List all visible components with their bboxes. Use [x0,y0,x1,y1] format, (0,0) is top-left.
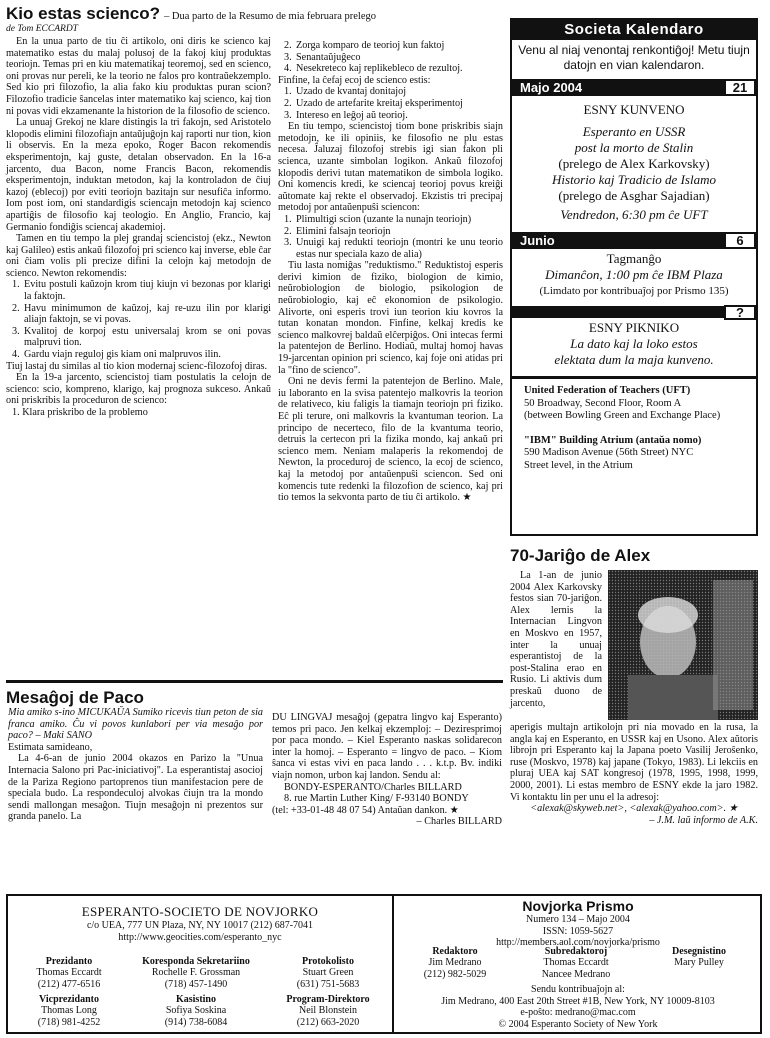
location-line: Street level, in the Atrium [524,459,633,471]
paragraph: En la 19-a jarcento, sciencistoj tiam postulatis la celojn de scienco: scio, kompreno, klarigo, kaj prognoza sukceso. Ankaŭ oni priskribis la proceduron de scienco: [6,372,271,407]
staff-extra: (212) 982-5029 [423,968,487,980]
staff-role: Desegnistino [672,946,726,957]
officer-name: Thomas Long [41,1005,97,1016]
event-title: ESNY KUNVENO [583,102,685,117]
alex-title: 70-Jariĝo de Alex [510,546,651,565]
event-pikniko [512,318,756,368]
event-speaker: (prelego de Alex Karkovsky) [558,156,710,171]
officer-role: Korespondа Sekretariino [142,956,250,967]
officer-role: Kasistino [175,994,216,1005]
officer-name: Thomas Eccardt [36,967,102,978]
location-name: "IBM" Building Atrium (antaŭa nomo) [524,434,702,446]
newton-list [6,279,271,360]
footer-box [6,894,762,1034]
prismo-title: Novjorka Prismo [522,898,634,914]
article-subtitle: – Dua parto de la Resumo de mia februara prelego [164,11,376,22]
paragraph: aperigis multajn artikolojn pri nia movado en la rusa, la angla kaj en Esperanto, en USSR kaj en Usono. Alex aŭtoris librojn pri Esperanto kaj la Japana poeto Vasilij Jeroŝenko, ruse (Moskvo, 1978) kaj japane (Tokyo, 1983). Li lekciis en pluraj UEA kaj SAT kongresoj (1978, 1995, 1998, 1999, 2000, 2001). Li estas membro de ESNY ekde la jaro 1982. Vi kontaktu lin per unu el la adresoj: [510,722,758,803]
list-item: 2. Havu minimumon de kaŭzoj, kaj re-uzu ilin por klarigi aliajn faktojn, se vi povas. [12,302,271,326]
prismo-info [396,898,760,949]
officer-role: Protokolisto [301,956,355,967]
list-item: 3. Senantaŭjuĝeco [284,51,361,63]
officer [270,956,386,990]
month-label: Majo 2004 [520,80,583,95]
month-label: Junio [520,233,555,248]
event-when: Dimanĉon, 1:00 pm ĉe IBM Plaza [545,267,723,282]
article2-column-2 [272,712,502,828]
month-bar-june [512,232,756,249]
alex-text-side [510,570,602,709]
article2-quote: Mia amiko s-ino MICUKAŬA Sumiko ricevis tiun peton de sia franca amiko. Ĉu vi povos kunlabori per via mesaĝo por paco? – Maki SANO [8,707,263,742]
officer-role: Program-Direktoro [286,994,370,1005]
day-badge: 21 [724,79,756,96]
address-line: (tel: +33-01-48 48 07 54) Antaŭan dankon. ★ [272,804,459,816]
location-name: United Federation of Teachers (UFT) [524,385,691,396]
list-item: 2. Zorga komparo de teorioj kun faktoj [284,40,445,51]
address-line: BONDY-ESPERANTO/Charles BILLARD [284,781,462,793]
event-line: Esperanto en USSR [582,124,686,139]
location-line: 50 Broadway, Second Floor, Room A [524,397,682,409]
article-byline: de Tom ECCARDT [6,24,78,34]
event-kunveno [512,96,756,223]
list-item: 2. Uzado de artefarite kreitaj eksperimentoj [284,97,463,109]
article-title: Kio estas scienco? [6,4,161,23]
article2-signature: – Charles BILLARD [416,816,502,828]
prismo-url[interactable]: http://members.aol.com/novjorka/prismo [496,937,660,948]
event-title: Tagmanĝo [606,251,662,266]
officer-phone: (212) 663-2020 [296,1016,360,1028]
article-header [6,4,506,24]
society-name: ESPERANTO-SOCIETO DE NOVJORKO [81,904,319,919]
prismo-issue: Numero 134 – Majo 2004 [526,914,630,925]
officer-role: Prezidanto [45,956,93,967]
month-bar-unknown [512,306,756,318]
prismo-send [396,984,760,1030]
paragraph: La unuaj Grekoj ne klare distingis la tri fakojn, sed Aristotelo klopodis elimini filozofiajn antaŭjuĝojn kaj raporti nur tion, kion li observis. En la meza epoko, Roger Bacon rekomendis eksperimentojn, kaj guste, detalan observadon. En la 16-a jarcento, dua Bacon, nome Francis Bacon, rekomendis eksperimentojn, induktan metodon, kaj la kontroladon de ĉiuj kazoj (eblecoj) por eviti teoriojn bazitajn sur nesufiĉa informo. Iom post iom, oni standardigis sciencajn metodojn kaj scienco apartiĝis de filosofio kaj teologio. En Anglio, Francio, kaj Germanio fondiĝis sciencaj akademioj. [6,117,271,233]
features-list [278,86,503,121]
officer-phone: (718) 457-1490 [164,978,228,990]
event-line: post la morto de Stalin [574,140,694,155]
officer [14,994,124,1028]
officer [270,994,386,1028]
article-column-1 [6,36,271,419]
staff-role: Subredaktoroj [544,946,608,957]
paragraph: DU LINGVAJ mesaĝoj (gepatra lingvo kaj Esperanto) temos pri paco. Jen kelkaj ekzemploj: – Deziresprimoj por paca mondo. – Kiel Esperanto naskas solidarecon inter la homoj. – Esperanto = lingvo de paco. – Kiom ŝanca vi estas vivi en paca lando . . . k.t.p. Bv. indiki viajn nomon, urbon kaj landon. Sendu al: [272,712,502,781]
calendar-box [510,18,758,536]
alex-text-rest [510,722,758,826]
event-speaker: (prelego de Asghar Sajadian) [558,188,710,203]
staff-role: Redaktoro [432,946,478,957]
location-line: 590 Madison Avenue (56th Street) NYC [524,447,694,458]
list-item: 1. Klara priskribo de la problemo [12,407,148,418]
society-url[interactable]: http://www.geocities.com/esperanto_nyc [118,931,282,943]
section-divider [6,680,503,683]
officer [14,956,124,990]
event-tagmango [512,249,756,299]
staff-member [516,946,636,980]
paragraph: La 1-an de junio 2004 Alex Karkovsky festos sian 70-jariĝon. Alex lernis la Internacian Lingvon en Moskvo en 1957, inter la unuaj esperantistoj de la post-Stalina erao en Rusio. Li aktivis dum preskaŭ duono de jarcento, [510,570,602,709]
event-line: Historio kaj Tradicio de Islamo [552,172,716,187]
list-item: 1. Uzado de kvantaj donitajoj [284,86,407,98]
event-line: elektata dum la maja kunveno. [554,352,714,367]
event-title: ESNY PIKNIKO [588,320,680,335]
officer-phone: (631) 751-5683 [296,978,360,990]
day-badge: ? [724,305,756,320]
alex-credit: – J.M. laŭ informo de A.K. [649,814,758,826]
officer [126,956,266,990]
article2-column-1 [8,707,263,823]
procedure-list [278,40,503,75]
copyright: © 2004 Esperanto Society of New York [498,1018,658,1030]
officer-name: Neil Blonstein [298,1005,358,1016]
officer-phone: (212) 477-6516 [37,978,101,990]
event-line: La dato kaj la loko estos [570,336,698,351]
staff-member [640,946,758,969]
list-item: 1. Plimultigi scion (uzante la nunajn teoriojn) [284,213,472,225]
list-item: 1. Evitu postuli kaŭzojn krom tiuj kiujn vi bezonas por klarigi la faktojn. [12,279,271,303]
officer-name: Rochelle F. Grossman [151,967,241,978]
list-item: 3. Kvalitoj de korpoj estu universalaj krom se oni povas malpruvi tion. [12,325,271,349]
address-line: 8. rue Martin Luther King/ F-93140 BONDY [284,793,469,805]
officer-name: Stuart Green [302,967,354,978]
staff-member [400,946,510,980]
staff-extra: Nancee Medrano [541,968,611,980]
list-item: 4. Gardu viajn reguloj gis kiam oni malpruvos ilin. [12,349,221,361]
list-item: 3. Unuigi kaj redukti teoriojn (montri ke unu teorio estas nur speciala kazo de alia) [284,237,503,260]
article-column-2 [278,40,503,504]
article2-title: Mesaĝoj de Paco [6,688,144,707]
event-when: Vendredon, 6:30 pm ĉe UFT [560,207,708,222]
list-item: 4. Nesekreteco kaj replikebleco de rezultoj. [284,63,463,75]
officer-phone: (914) 738-6084 [164,1016,228,1028]
prismo-issn: ISSN: 1059-5627 [542,925,614,937]
officer-role: Vicprezidanto [39,994,99,1005]
location-ibm [512,423,756,473]
officer-name: Sofiya Soskina [165,1005,227,1016]
society-address: c/o UEA, 777 UN Plaza, NY, NY 10017 (212) 687-7041 [86,920,314,931]
paragraph: Tamen en tiu tempo la plej grandaj sciencistoj (ekz., Newton kaj Galileo) estis ankaŭ filozofoj pri scienco kaj inverse, eble ĉar oni ĉiam volis pli precize difini la celojn kaj metodojn de scienco. Newton rekomendis: [6,233,271,279]
calendar-title: Societa Kalendaro [512,20,756,40]
paragraph: En tiu tempo, sciencistoj tiom bone priskribis siajn metodojn, ke ili opiniis, ke filosofio ne plu estas necesa. Ĵaluzaj filozofoj strebis igi sian fakon pli scienca, uzante simbolan logikon. Ankaŭ filozofoj klopodis derivi tutan matematikon de simbola logiko. Oni komencis kredi, ke sciencaj teorioj povus kreiĝi aŭtomate kaj rekte el observadoj. Ekzistis tri precipaj metodoj por antaŭenpuŝi sciencon: [278,121,503,214]
month-bar-may [512,79,756,96]
list-item: 2. Elimini falsajn teoriojn [284,225,391,237]
location-uft [512,379,756,423]
methods-list [278,214,503,260]
article2-greeting: Estimata samideano, [8,741,93,753]
alex-emails: <alexak@skyweb.net>, <alexak@yahoo.com>. ★ [530,803,738,815]
officer-phone: (718) 981-4252 [37,1016,101,1028]
event-note: (Limdato por kontribuaĵoj por Prismo 135) [539,285,729,297]
calendar-intro: Venu al niaj venontaj renkontiĝoj! Metu tiujn datojn en vian kalendaron. [518,43,750,72]
day-badge: 6 [724,232,756,249]
paragraph: Finfine, la ĉefaj ecoj de scienco estis: [278,74,431,86]
paragraph: En la unua parto de tiu ĉi artikolo, oni diris ke scienco kaj matematiko estas du malaj polusoj de la fakoj kiuj produktas teoriojn. Temas pri en kiu matematikaj teoremoj, sed en scienco, oni provas nur pereli, ke la teorio ne falos pro kontraŭekzemplo. Sed kio pri filozofio, la alia fako kiu produktas puran scion? Filozofio tradicie ŝancelas inter matematiko kaj scienco, kaj tion ni povas vidi ekzamenante la historion de la filosofio de scienco. [6,36,271,117]
paragraph: La 4-6-an de junio 2004 okazos en Parizo la "Unua Internacia Salono pri Pac-iniciativoj". La esperantistaj asocioj de la Pariza Regiono partoprenos tiun manifestacion pere de speciala budo. La respondeculoj alvokas ĉiujn tra la mondo sendi mallongan mesaĝon. Tiujn mesaĝojn ni prezentos sur granda panelo. La [8,753,263,823]
location-line: (between Bowling Green and Exchange Place) [524,410,721,421]
divider [512,376,756,379]
paragraph: Tiuj lastaj du similas al tio kion modernaj scienc-filozofoj diras. [6,360,268,372]
list-item: 3. Intereso en leĝoj aŭ teorioj. [284,109,408,121]
staff-name: Jim Medrano [428,957,482,968]
alex-photo [608,570,758,720]
send-label: Sendu kontribuaĵojn al: [531,984,625,995]
send-email[interactable]: e-poŝto: medrano@mac.com [520,1007,636,1018]
paragraph: Tiu lasta nomiĝas "reduktismo." Reduktistoj esperis derivi kimion de fiziko, biologion de kimio, neŭrobiologion de biologio, psikologion de neŭrobiologio, kaj eĉ ekonomion de psikologio. Alivorte, oni esperis trovi iun teorion kiu kovros la tutan konatan mondon. Finfine, kelkaj kredis ke scienco malkovrej baldaŭ elĉerpiĝos. Oni intecas fermi la patentejon de Berlino. Hodiaŭ, multaj homoj havas 19-jarcentan opinion pri scienco, kaj foje oni atidas pri la "fino de scienco". [278,260,503,376]
officer [126,994,266,1028]
staff-name: Mary Pulley [674,957,724,968]
send-address: Jim Medrano, 400 East 20th Street #1B, New York, NY 10009-8103 [441,995,715,1007]
society-info [8,904,392,943]
paragraph: Oni ne devis fermi la patentejon de Berlino. Male, iu laboranto en la svisa patentejo malkovris la teorion de relativeco, kiu faligis la tiamajn teoriojn pri fiziko. Eĉ pli terure, oni malkovris la kvantuman teorion. La principo de necerteco, filo de la kvantuma teorio, detruis la certecon pri la fizika mondo, kaj ankaŭ pri scienco mem. Neniam malaperis la rekomendoj de Newton, la proceduroj de scienco, la ecoj de scienco, kaj la metodoj por antaŭenpuŝi sciencon. Sed oni komencis tute redenki la filozofion de scienco, kaj pri tio temos la sekvonta parto de tiu ĉi artikolo. ★ [278,376,503,504]
footer-divider [392,896,394,1032]
staff-name: Thomas Eccardt [543,957,609,968]
